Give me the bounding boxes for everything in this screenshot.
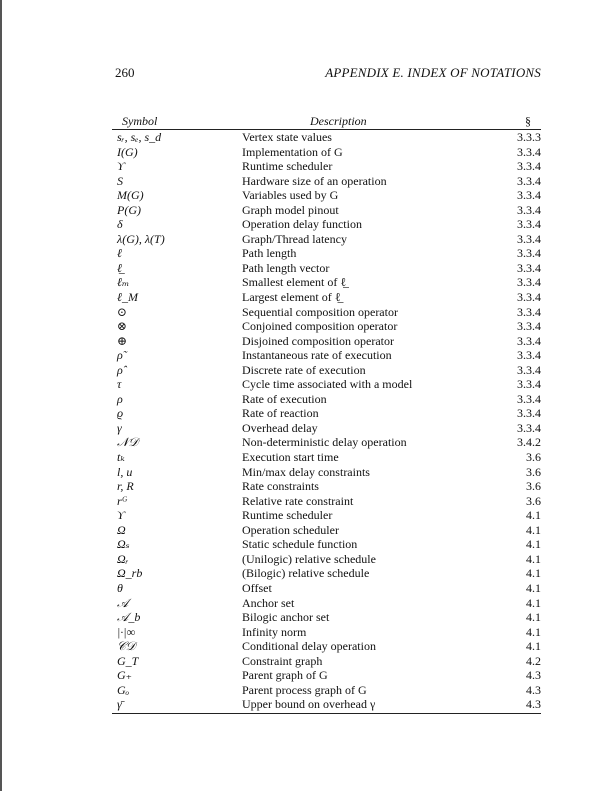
cell-section: 4.1 <box>526 522 541 537</box>
column-symbol: Symbol <box>122 114 158 128</box>
table-row <box>112 261 541 276</box>
cell-description: Operation delay function <box>242 217 362 232</box>
cell-section: 4.3 <box>526 668 541 683</box>
cell-section: 4.1 <box>526 639 541 654</box>
page-number: 260 <box>115 65 135 80</box>
table-row <box>112 377 541 392</box>
cell-symbol: τ <box>117 377 122 392</box>
cell-section: 3.3.4 <box>517 188 541 203</box>
cell-symbol: ρ <box>117 391 123 406</box>
cell-description: Rate constraints <box>242 479 319 494</box>
table-row <box>112 203 541 218</box>
column-section: § <box>525 114 531 128</box>
cell-description: Rate of reaction <box>242 406 319 421</box>
cell-description: Cycle time associated with a model <box>242 377 413 392</box>
cell-section: 4.1 <box>526 624 541 639</box>
cell-symbol: sᵣ, sₑ, s_d <box>117 130 162 144</box>
table-row <box>112 305 541 320</box>
table-row <box>112 319 541 334</box>
cell-symbol: Ωₛ <box>117 537 130 552</box>
cell-description: Parent graph of G <box>242 668 328 683</box>
table-row <box>112 159 541 174</box>
cell-section: 3.3.4 <box>517 173 541 188</box>
table-row <box>112 654 541 669</box>
cell-description: Instantaneous rate of execution <box>242 348 392 363</box>
cell-symbol: G_T <box>117 653 139 668</box>
cell-description: Overhead delay <box>242 420 318 435</box>
cell-section: 3.3.4 <box>517 319 541 334</box>
cell-description: Path length vector <box>242 260 330 275</box>
running-title: APPENDIX E. INDEX OF NOTATIONS <box>325 65 541 80</box>
cell-symbol: ρ̃ <box>117 348 123 363</box>
cell-description: Min/max delay constraints <box>242 464 370 479</box>
cell-description: Sequential composition operator <box>242 304 398 319</box>
cell-section: 4.3 <box>526 697 541 712</box>
table-row <box>112 450 541 465</box>
cell-symbol: θ <box>117 580 123 595</box>
cell-section: 3.3.4 <box>517 246 541 261</box>
cell-symbol: |·|∞ <box>117 624 136 639</box>
table-row <box>112 246 541 261</box>
cell-section: 3.3.4 <box>517 159 541 174</box>
cell-description: Runtime scheduler <box>242 508 333 523</box>
cell-symbol: M(G) <box>117 188 144 203</box>
cell-section: 3.6 <box>526 479 541 494</box>
cell-symbol: Gₒ <box>117 682 130 697</box>
cell-symbol: δ <box>117 217 123 232</box>
cell-description: Offset <box>242 580 272 595</box>
table-row <box>112 566 541 581</box>
table-body <box>112 130 541 712</box>
table-row <box>112 479 541 494</box>
table-row <box>112 145 541 160</box>
table-row <box>112 523 541 538</box>
cell-symbol: ϱ <box>117 406 124 421</box>
cell-section: 3.3.4 <box>517 391 541 406</box>
cell-section: 4.1 <box>526 551 541 566</box>
cell-symbol: γ̄ <box>117 697 122 712</box>
table-row <box>112 465 541 480</box>
cell-section: 3.3.4 <box>517 377 541 392</box>
table-row <box>112 639 541 654</box>
cell-section: 3.6 <box>526 464 541 479</box>
cell-description: Constraint graph <box>242 653 323 668</box>
table-row <box>112 683 541 698</box>
cell-description: Non-deterministic delay operation <box>242 435 407 450</box>
cell-section: 4.1 <box>526 508 541 523</box>
cell-description: Infinity norm <box>242 624 307 639</box>
cell-section: 3.3.4 <box>517 144 541 159</box>
table-row <box>112 552 541 567</box>
table-row <box>112 188 541 203</box>
cell-symbol: tₖ <box>117 450 125 465</box>
cell-symbol: ⊕ <box>117 333 128 348</box>
table-row <box>112 363 541 378</box>
cell-section: 3.3.4 <box>517 420 541 435</box>
cell-symbol: ⊙ <box>117 304 128 319</box>
table-row <box>112 625 541 640</box>
table-row <box>112 406 541 421</box>
table-row <box>112 537 541 552</box>
cell-symbol: Ω_rb <box>117 566 143 581</box>
cell-section: 3.3.4 <box>517 406 541 421</box>
cell-symbol: r, R <box>117 479 134 494</box>
cell-symbol: P(G) <box>117 202 141 217</box>
table-row <box>112 232 541 247</box>
cell-section: 4.1 <box>526 610 541 625</box>
cell-description: Variables used by G <box>242 188 339 203</box>
cell-section: 3.3.4 <box>517 275 541 290</box>
cell-description: Execution start time <box>242 450 339 465</box>
cell-symbol: I(G) <box>117 144 138 159</box>
cell-description: (Bilogic) relative schedule <box>242 566 370 581</box>
cell-symbol: ρ̂ <box>117 362 123 377</box>
cell-section: 3.3.4 <box>517 202 541 217</box>
table-row <box>112 581 541 596</box>
cell-section: 3.3.3 <box>517 130 541 144</box>
cell-section: 4.1 <box>526 580 541 595</box>
cell-symbol: S <box>117 173 123 188</box>
table-row <box>112 668 541 683</box>
table-row <box>112 290 541 305</box>
cell-section: 4.1 <box>526 595 541 610</box>
cell-section: 3.6 <box>526 493 541 508</box>
cell-symbol: G₊ <box>117 668 132 683</box>
table-row <box>112 494 541 509</box>
cell-description: Rate of execution <box>242 391 327 406</box>
cell-description: Anchor set <box>242 595 295 610</box>
cell-description: Runtime scheduler <box>242 159 333 174</box>
notation-table <box>112 114 541 714</box>
table-row <box>112 421 541 436</box>
table-row <box>112 130 541 145</box>
cell-description: Smallest element of ℓ̲ <box>242 275 347 290</box>
table-row <box>112 610 541 625</box>
cell-symbol: ℓ <box>117 246 122 261</box>
cell-description: Disjoined composition operator <box>242 333 394 348</box>
cell-section: 3.3.4 <box>517 348 541 363</box>
cell-section: 4.1 <box>526 537 541 552</box>
cell-description: (Unilogic) relative schedule <box>242 551 376 566</box>
cell-symbol: ℓ_M <box>117 290 138 305</box>
cell-section: 3.6 <box>526 450 541 465</box>
table-row <box>112 217 541 232</box>
table-row <box>112 697 541 712</box>
table-row <box>112 392 541 407</box>
cell-symbol: ℓₘ <box>117 275 130 290</box>
cell-section: 3.3.4 <box>517 362 541 377</box>
cell-section: 4.1 <box>526 566 541 581</box>
cell-symbol: Ω <box>117 522 126 537</box>
cell-symbol: 𝒜 <box>117 595 129 610</box>
cell-symbol: ⊗ <box>117 319 128 334</box>
cell-description: Graph model pinout <box>242 202 339 217</box>
cell-symbol: λ(G), λ(T) <box>117 231 165 246</box>
cell-symbol: 𝒞𝒟 <box>117 639 136 654</box>
cell-description: Operation scheduler <box>242 522 339 537</box>
cell-section: 3.3.4 <box>517 290 541 305</box>
cell-description: Largest element of ℓ̲ <box>242 290 341 305</box>
cell-symbol: 𝒩𝒟 <box>117 435 139 450</box>
cell-symbol: ϒ <box>117 508 125 523</box>
cell-description: Relative rate constraint <box>242 493 354 508</box>
cell-symbol: rᴳ <box>117 493 128 508</box>
cell-description: Static schedule function <box>242 537 358 552</box>
cell-description: Implementation of G <box>242 144 343 159</box>
cell-section: 3.4.2 <box>517 435 541 450</box>
cell-symbol: 𝒜_b <box>117 610 141 625</box>
cell-symbol: l, u <box>117 464 133 479</box>
table-row <box>112 596 541 611</box>
cell-section: 3.3.4 <box>517 333 541 348</box>
cell-section: 4.3 <box>526 682 541 697</box>
cell-description: Upper bound on overhead γ <box>242 697 376 712</box>
cell-section: 3.3.4 <box>517 304 541 319</box>
table-bottom-rule <box>112 713 541 714</box>
cell-description: Discrete rate of execution <box>242 362 366 377</box>
cell-symbol: ϒ <box>117 159 125 174</box>
table-row <box>112 348 541 363</box>
cell-section: 3.3.4 <box>517 260 541 275</box>
table-row <box>112 174 541 189</box>
cell-description: Vertex state values <box>242 130 332 144</box>
cell-description: Bilogic anchor set <box>242 610 330 625</box>
column-description: Description <box>310 114 367 128</box>
cell-description: Conjoined composition operator <box>242 319 398 334</box>
cell-symbol: γ <box>117 420 122 435</box>
cell-description: Graph/Thread latency <box>242 231 347 246</box>
cell-description: Path length <box>242 246 297 261</box>
table-row <box>112 275 541 290</box>
table-row <box>112 435 541 450</box>
page-edge <box>0 0 2 791</box>
cell-description: Hardware size of an operation <box>242 173 387 188</box>
cell-section: 3.3.4 <box>517 217 541 232</box>
table-header <box>112 114 541 130</box>
cell-symbol: Ωᵣ <box>117 551 129 566</box>
cell-section: 4.2 <box>526 653 541 668</box>
cell-section: 3.3.4 <box>517 231 541 246</box>
cell-symbol: ℓ̲ <box>117 260 122 275</box>
table-row <box>112 334 541 349</box>
cell-description: Conditional delay operation <box>242 639 376 654</box>
table-row <box>112 508 541 523</box>
cell-description: Parent process graph of G <box>242 682 367 697</box>
